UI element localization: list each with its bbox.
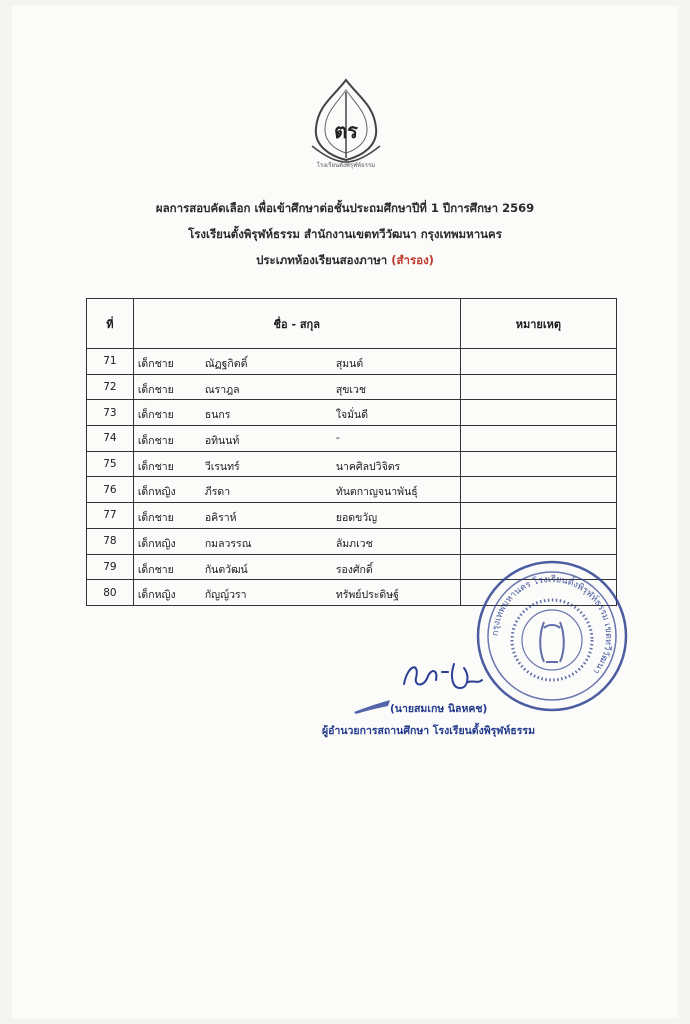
header-note: หมายเหตุ [460, 299, 616, 349]
table-row [87, 451, 617, 477]
svg-text:ตร: ตร [334, 119, 358, 143]
row-no: 80 [87, 580, 134, 606]
last-name: ใจมั่นดี [335, 409, 369, 422]
last-name: ยอดขวัญ [335, 512, 378, 525]
row-no: 73 [87, 400, 134, 426]
row-note [460, 426, 616, 452]
name-prefix: เด็กชาย [137, 358, 174, 370]
name-prefix: เด็กหญิง [137, 537, 176, 550]
row-note [460, 477, 616, 503]
first-name: ภีรดา [204, 486, 231, 499]
row-name [133, 477, 460, 503]
last-name: รองศักดิ์ [335, 563, 373, 576]
first-name: ธนกร [204, 409, 231, 422]
row-note [460, 528, 616, 554]
reserve-label: (สำรอง) [391, 253, 434, 267]
stamp-text: กรุงเทพมหานคร โรงเรียนตั้งพิรุฬห์ธรรม เขตทวีวัฒนา [490, 574, 614, 676]
table-row [87, 528, 617, 554]
row-no: 76 [87, 477, 134, 503]
row-no: 72 [87, 374, 134, 400]
row-note [460, 349, 616, 375]
table-header-row [87, 299, 617, 349]
name-prefix: เด็กชาย [137, 435, 174, 448]
first-name: วีเรนทร์ [204, 460, 240, 473]
table-row [87, 349, 617, 375]
signatory-name: (นายสมเกษ นิลหคช) [390, 703, 488, 715]
row-note [460, 400, 616, 426]
row-name [133, 400, 460, 426]
first-name: ณราฎล [204, 383, 240, 396]
row-name [133, 451, 460, 477]
last-name: นาคศิลปวิจิตร [335, 460, 401, 473]
row-name [133, 374, 460, 400]
first-name: กันตวัฒน์ [204, 563, 248, 576]
first-name: กัญญ์วรา [204, 589, 247, 602]
row-name [133, 554, 460, 580]
first-name: กมลวรรณ [204, 537, 252, 550]
name-prefix: เด็กชาย [137, 409, 174, 422]
row-no: 74 [87, 426, 134, 452]
first-name: ณัฏฐกิตติ์ [204, 358, 248, 370]
official-stamp [474, 558, 630, 714]
classroom-type: ประเภทห้องเรียนสองภาษา [256, 253, 388, 267]
table-row [87, 477, 617, 503]
logo-caption: โรงเรียนตั้งพิรุฬห์ธรรม [316, 162, 376, 169]
signatory-title: ผู้อำนวยการสถานศึกษา โรงเรียนตั้งพิรุฬห์ธรรม [322, 725, 535, 737]
table-row [87, 503, 617, 529]
first-name: อคิราห์ [204, 512, 237, 525]
last-name: ทรัพย์ประดิษฐ์ [335, 589, 399, 602]
last-name: สุขเวช [335, 383, 367, 396]
last-name: - [335, 432, 340, 445]
row-no: 75 [87, 451, 134, 477]
name-prefix: เด็กชาย [137, 460, 174, 473]
last-name: สุมนต์ [335, 358, 364, 370]
title-line-3 [0, 252, 690, 270]
name-prefix: เด็กชาย [137, 563, 174, 576]
name-prefix: เด็กชาย [137, 512, 174, 525]
header-name: ชื่อ - สกุล [133, 299, 460, 349]
row-name [133, 528, 460, 554]
name-prefix: เด็กหญิง [137, 589, 176, 602]
signature [398, 654, 488, 698]
header-no: ที่ [87, 299, 134, 349]
last-name: ลัมภเวช [335, 537, 373, 550]
row-note [460, 374, 616, 400]
row-no: 79 [87, 554, 134, 580]
table-row [87, 374, 617, 400]
row-name [133, 503, 460, 529]
table-row [87, 400, 617, 426]
row-name [133, 349, 460, 375]
first-name: อทินนท์ [204, 435, 240, 448]
row-name [133, 426, 460, 452]
row-no: 71 [87, 349, 134, 375]
signature-stroke [352, 696, 392, 716]
name-prefix: เด็กหญิง [137, 486, 176, 499]
row-note [460, 503, 616, 529]
row-no: 78 [87, 528, 134, 554]
row-no: 77 [87, 503, 134, 529]
name-prefix: เด็กชาย [137, 383, 174, 396]
table-row [87, 426, 617, 452]
last-name: ทันตกาญจนาพันธุ์ [335, 486, 418, 499]
title-line-1: ผลการสอบคัดเลือก เพื่อเข้าศึกษาต่อชั้นประถมศึกษาปีที่ 1 ปีการศึกษา 2569 [155, 201, 535, 215]
title-line-2: โรงเรียนตั้งพิรุฬห์ธรรม สำนักงานเขตทวีวัฒนา กรุงเทพมหานคร [188, 227, 502, 241]
row-note [460, 451, 616, 477]
row-name [133, 580, 460, 606]
